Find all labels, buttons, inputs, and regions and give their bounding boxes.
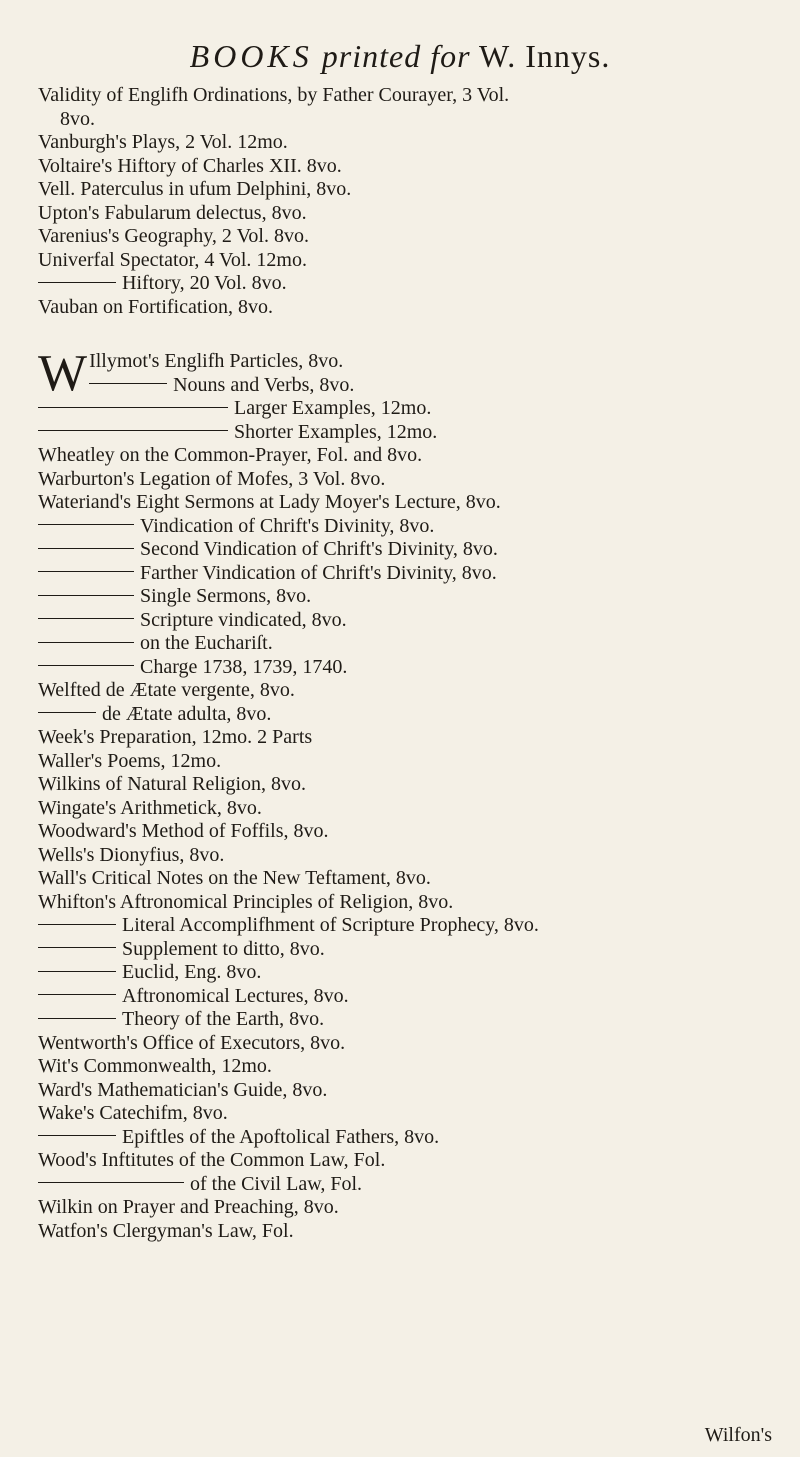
list-item: of the Civil Law, Fol. — [38, 1173, 788, 1197]
list-item: Wilkins of Natural Religion, 8vo. — [38, 773, 307, 795]
catchword: Wilfon's — [704, 1424, 772, 1446]
w-section-start — [38, 345, 788, 402]
ditto-rule — [38, 571, 134, 572]
list-item: Vell. Paterculus in ufum Delphini, 8vo. — [38, 178, 352, 200]
list-item: Aftronomical Lectures, 8vo. — [38, 985, 788, 1009]
ditto-rule — [38, 282, 116, 283]
list-item: Wood's Inftitutes of the Common Law, Fol. — [38, 1149, 386, 1171]
list-item: Woodward's Method of Foffils, 8vo. — [38, 820, 329, 842]
list-item: Validity of Englifh Ordinations, by Father Courayer, 3 Vol. — [38, 84, 510, 106]
list-item: Larger Examples, 12mo. — [38, 397, 788, 421]
list-item: Wateriand's Eight Sermons at Lady Moyer's Lecture, 8vo. — [38, 491, 501, 513]
list-item: Illymot's Englifh Particles, 8vo. — [89, 350, 344, 372]
ditto-rule — [38, 971, 116, 972]
list-item: Welfted de Ætate vergente, 8vo. — [38, 679, 295, 701]
page-header — [0, 38, 800, 75]
list-item: Wentworth's Office of Executors, 8vo. — [38, 1031, 346, 1054]
list-item: Supplement to ditto, 8vo. — [38, 938, 788, 962]
ditto-rule — [38, 924, 116, 925]
ditto-rule — [38, 548, 134, 549]
list-item: Upton's Fabularum delectus, 8vo. — [38, 201, 307, 224]
list-item: 8vo. — [60, 107, 95, 130]
ditto-rule — [38, 1135, 116, 1136]
list-item: Voltaire's Hiftory of Charles XII. 8vo. — [38, 154, 342, 177]
list-item: Univerfal Spectator, 4 Vol. 12mo. — [38, 248, 307, 271]
list-item: Waller's Poems, 12mo. — [38, 749, 222, 772]
list-item: de Ætate adulta, 8vo. — [38, 703, 788, 727]
list-item: Vindication of Chrift's Divinity, 8vo. — [38, 515, 788, 539]
list-item: Ward's Mathematician's Guide, 8vo. — [38, 1078, 328, 1101]
list-item: Epiftles of the Apoftolical Fathers, 8vo. — [38, 1126, 788, 1150]
list-item: Watfon's Clergyman's Law, Fol. — [38, 1219, 294, 1242]
list-item: Theory of the Earth, 8vo. — [38, 1008, 788, 1032]
ditto-rule — [38, 994, 116, 995]
list-item: Second Vindication of Chrift's Divinity, 8vo. — [38, 538, 788, 562]
list-item: Hiftory, 20 Vol. 8vo. — [38, 272, 788, 296]
ditto-rule — [38, 947, 116, 948]
ditto-rule — [38, 407, 228, 408]
ditto-rule — [38, 618, 134, 619]
list-item: Scripture vindicated, 8vo. — [38, 609, 788, 633]
list-item: Wake's Catechifm, 8vo. — [38, 1102, 228, 1124]
list-item: Wells's Dionyfius, 8vo. — [38, 843, 225, 866]
book-list — [38, 84, 788, 1243]
ditto-rule — [38, 1018, 116, 1019]
ditto-rule — [89, 383, 167, 384]
ditto-rule — [38, 1182, 184, 1183]
ditto-rule — [38, 642, 134, 643]
list-item: Whifton's Aftronomical Principles of Religion, 8vo. — [38, 890, 454, 913]
ditto-rule — [38, 430, 228, 431]
drop-cap: W — [38, 345, 88, 402]
list-item: Euclid, Eng. 8vo. — [38, 961, 788, 985]
list-item: on the Euchariſt. — [38, 632, 788, 656]
list-item: Vanburgh's Plays, 2 Vol. 12mo. — [38, 131, 288, 153]
header-publisher: W. Innys. — [478, 38, 611, 74]
list-item: Literal Accomplifhment of Scripture Prophecy, 8vo. — [38, 914, 788, 938]
ditto-rule — [38, 595, 134, 596]
ditto-rule — [38, 712, 96, 713]
section-gap — [38, 319, 788, 350]
list-item: Vauban on Fortification, 8vo. — [38, 295, 273, 318]
list-item: Shorter Examples, 12mo. — [38, 421, 788, 445]
header-printed-for: printed for — [321, 38, 471, 74]
list-item: Farther Vindication of Chrift's Divinity, 8vo. — [38, 562, 788, 586]
ditto-rule — [38, 665, 134, 666]
list-item: Wall's Critical Notes on the New Teftament, 8vo. — [38, 867, 431, 889]
list-item: Week's Preparation, 12mo. 2 Parts — [38, 726, 313, 748]
list-item: Wilkin on Prayer and Preaching, 8vo. — [38, 1196, 339, 1218]
list-item: Wingate's Arithmetick, 8vo. — [38, 796, 262, 819]
list-item: Wit's Commonwealth, 12mo. — [38, 1055, 272, 1077]
header-books: BOOKS — [189, 38, 313, 74]
list-item: Warburton's Legation of Mofes, 3 Vol. 8vo. — [38, 467, 386, 490]
list-item: Nouns and Verbs, 8vo. — [38, 374, 788, 398]
list-item: Varenius's Geography, 2 Vol. 8vo. — [38, 225, 309, 247]
ditto-rule — [38, 524, 134, 525]
list-item: Single Sermons, 8vo. — [38, 585, 788, 609]
list-item: Wheatley on the Common-Prayer, Fol. and 8vo. — [38, 444, 423, 466]
list-item: Charge 1738, 1739, 1740. — [38, 656, 788, 680]
